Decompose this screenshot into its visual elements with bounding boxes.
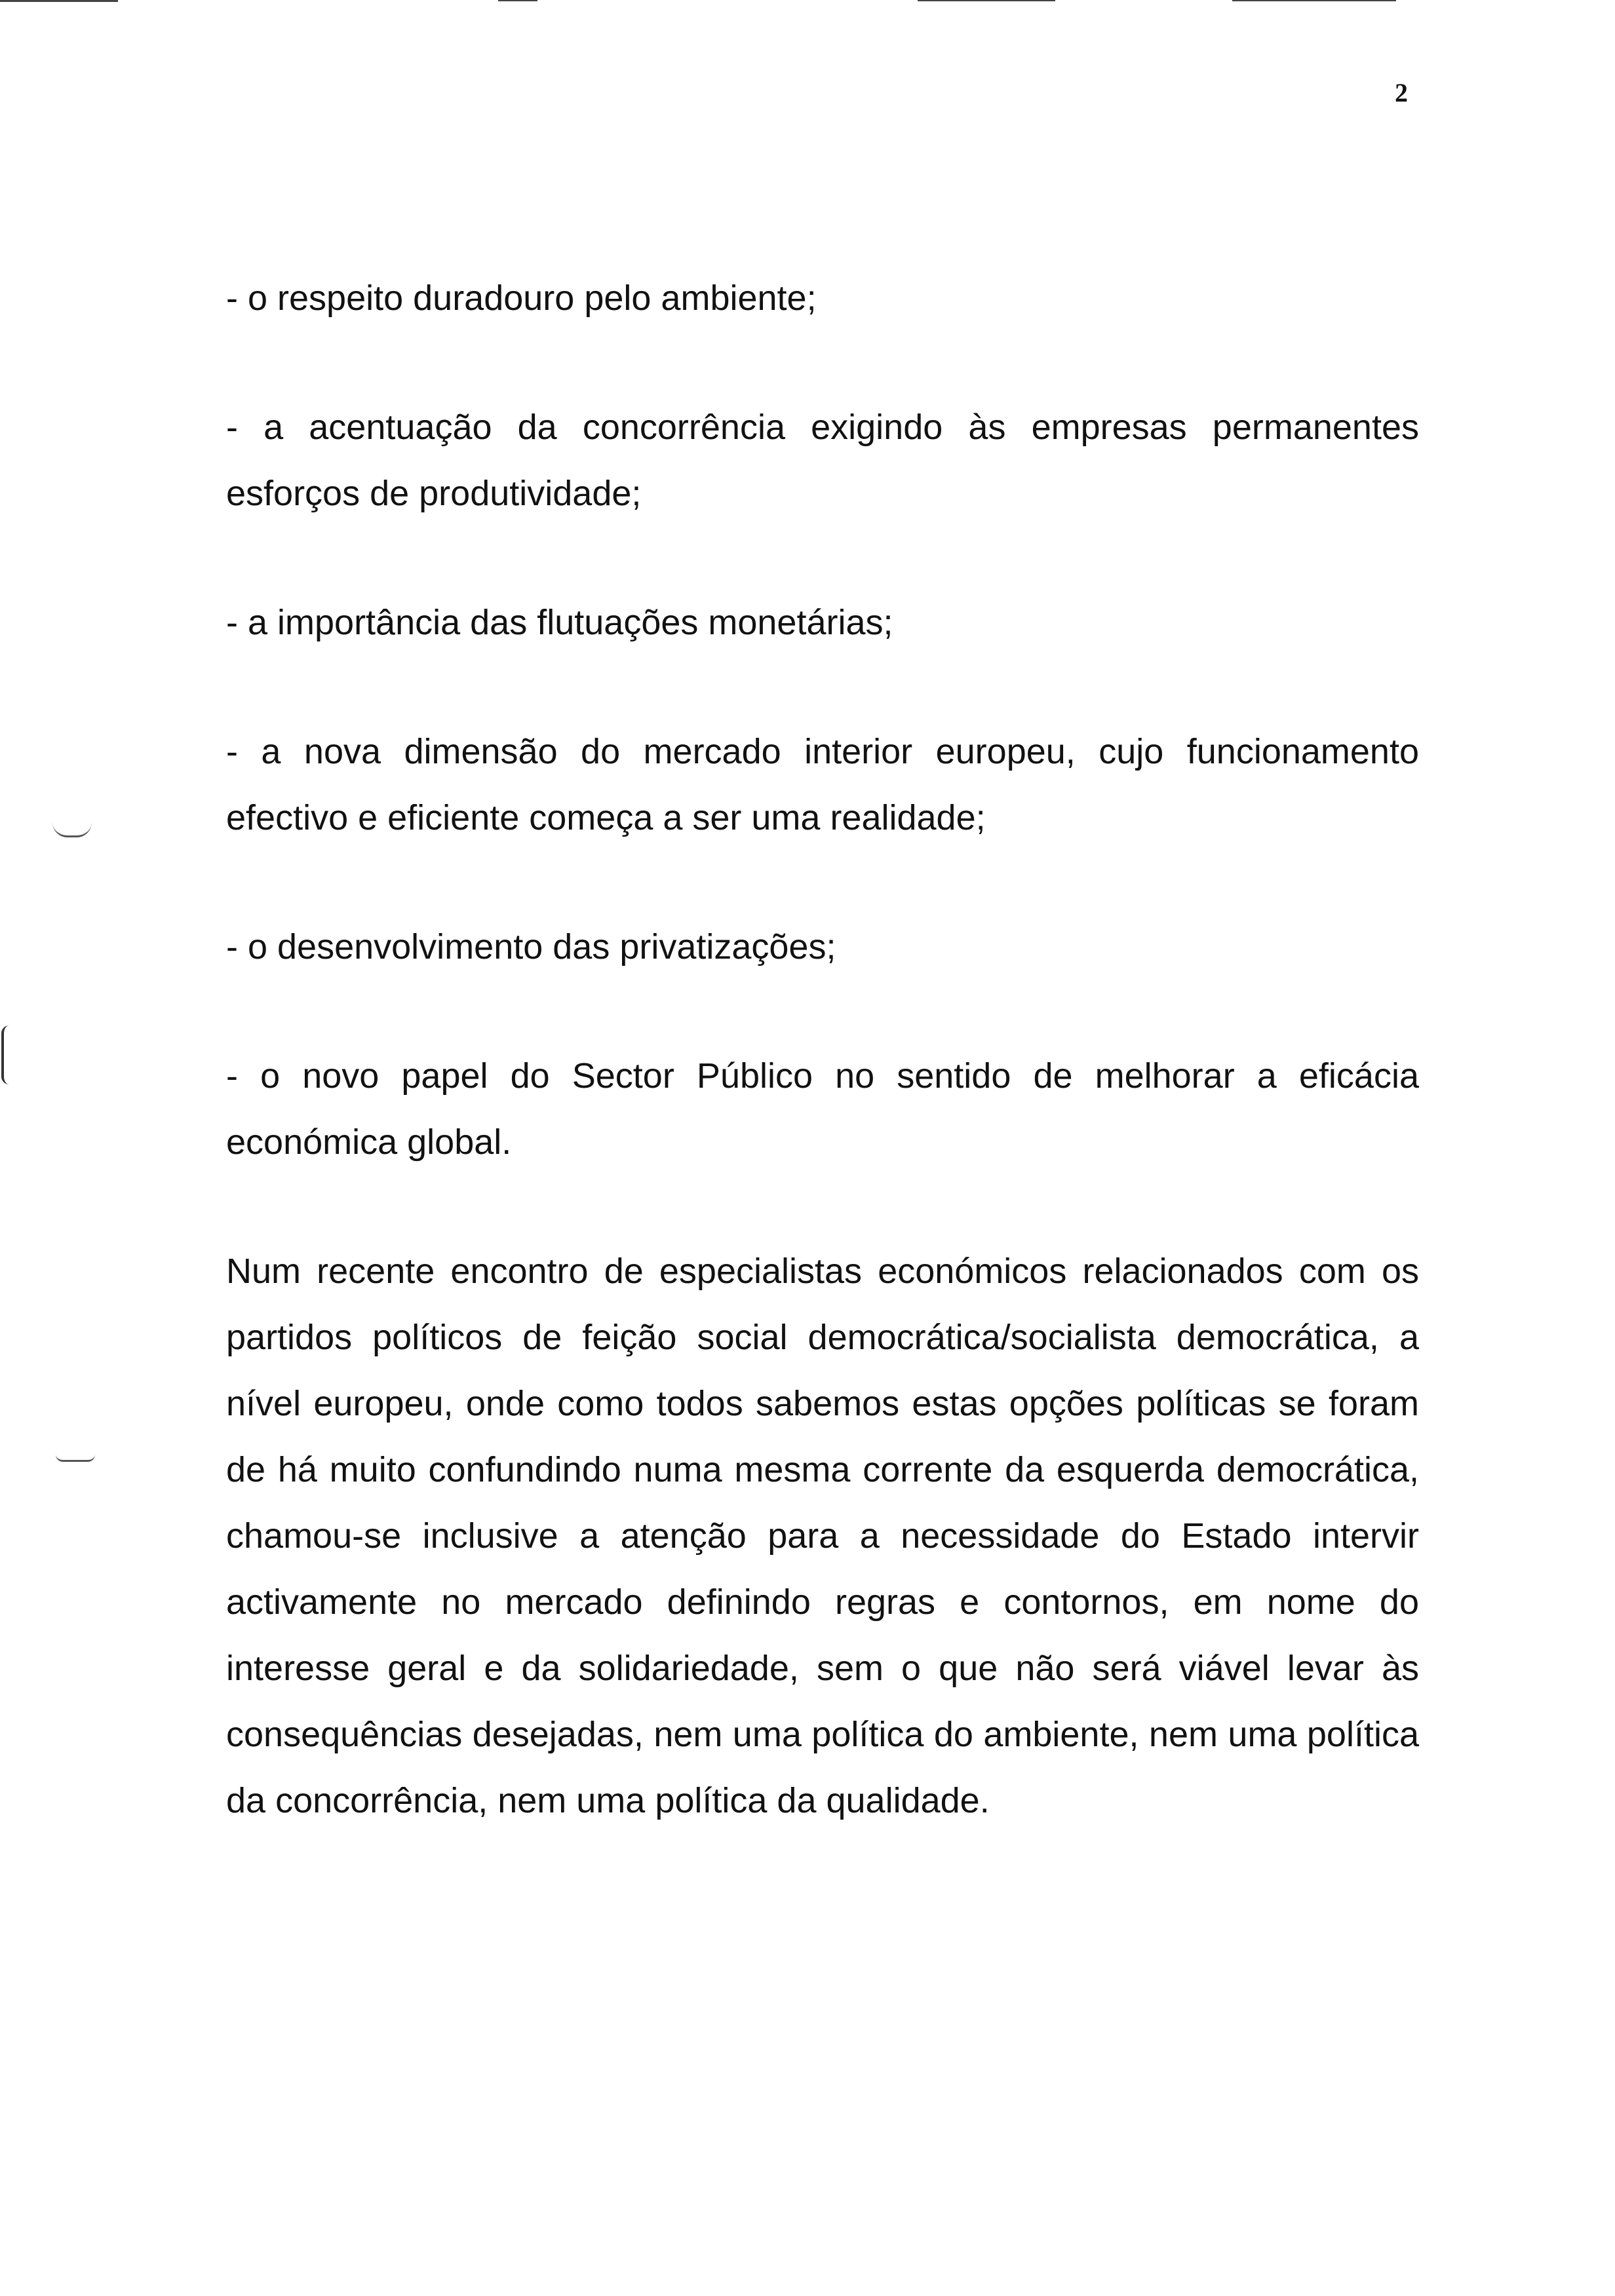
list-item: - a importância das flutuações monetárias; bbox=[226, 603, 893, 642]
scan-edge-line bbox=[918, 0, 1055, 1]
list-item: - o respeito duradouro pelo ambiente; bbox=[226, 278, 817, 318]
margin-mark bbox=[52, 822, 92, 837]
list-item: - o desenvolvimento das privatizações; bbox=[226, 927, 836, 966]
body-paragraph: Num recente encontro de especialistas económicos relacionados com os partidos políticos de feição social democrática/socialista democrática, a nível europeu, onde como todos sabemos estas opções políticas se foram de há muito confundindo numa mesma corrente da esquerda democrática, chamou-se inclusive a atenção para a necessidade do Estado intervir activamente no mercado definindo regras e contornos, em nome do interesse geral e da solidariedade, sem o que não será viável levar às consequências desejadas, nem uma política do ambiente, nem uma política da concorrência, nem uma política da qualidade. bbox=[226, 1252, 1419, 1820]
margin-mark bbox=[56, 1455, 95, 1462]
list-item: - a nova dimensão do mercado interior europeu, cujo funcionamento efectivo e eficiente começa a ser uma realidade; bbox=[226, 732, 1419, 837]
edge-mark bbox=[1, 1025, 9, 1084]
scan-edge-line bbox=[0, 0, 118, 2]
document-body bbox=[226, 265, 1419, 1869]
list-item: - a acentuação da concorrência exigindo às empresas permanentes esforços de produtividade; bbox=[226, 408, 1419, 513]
scan-edge-line bbox=[1232, 0, 1396, 1]
scan-edge-line bbox=[498, 0, 537, 1]
page-number: 2 bbox=[1395, 78, 1408, 107]
list-item: - o novo papel do Sector Público no sentido de melhorar a eficácia económica global. bbox=[226, 1056, 1419, 1162]
